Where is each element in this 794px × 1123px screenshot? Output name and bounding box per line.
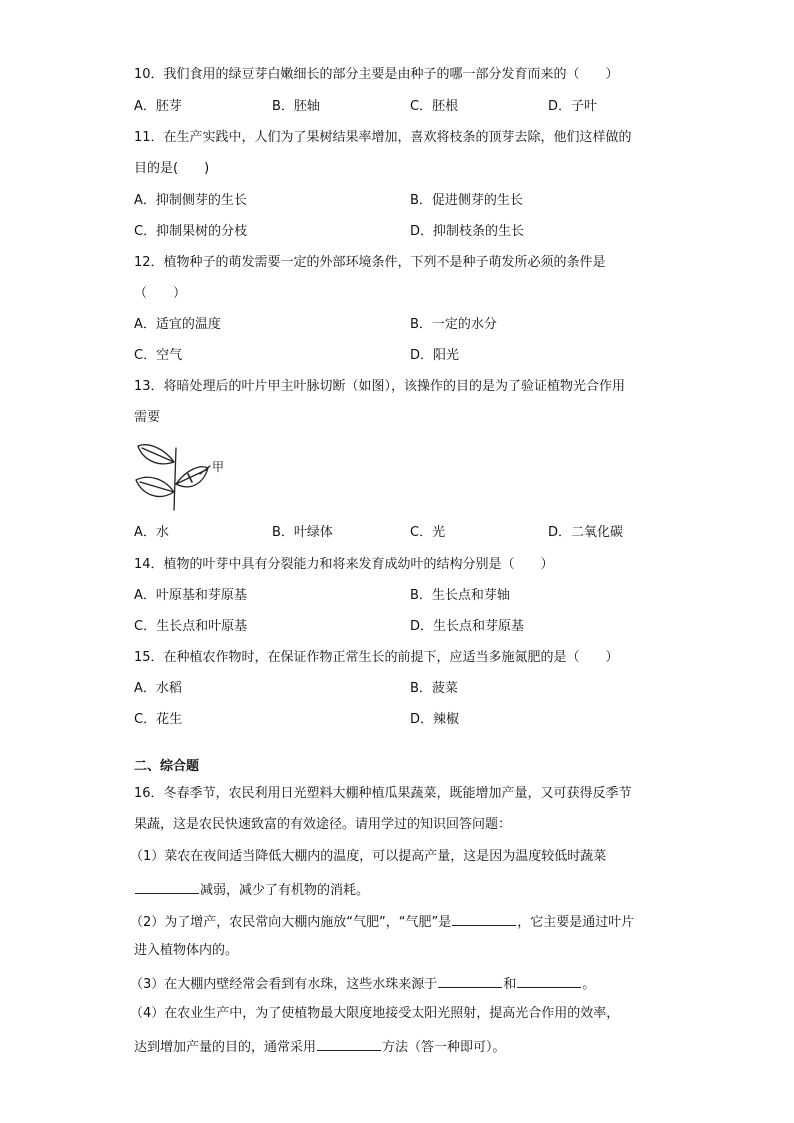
q16-part3-line [130,973,595,994]
q14-option-d: D．生长点和芽原基 [410,619,525,634]
q10-option-c: C．胚根 [410,99,459,114]
q16-stem-line1: 16．冬春季节，农民利用日光塑料大棚种植瓜果蔬菜，既能增加产量，又可获得反季节 [134,786,632,801]
q13-stem-line1: 13．将暗处理后的叶片甲主叶脉切断（如图），该操作的目的是为了验证植物光合作用 [134,379,626,394]
q12-stem-line2: （ ） [134,286,187,301]
q12-option-d: D．阳光 [410,348,460,363]
q16-part1-line1: （1）菜农在夜间适当降低大棚内的温度，可以提高产量，这是因为温度较低时蔬菜 [130,849,607,864]
q10-option-d: D．子叶 [548,99,598,114]
q10-stem: 10．我们食用的绿豆芽白嫩细长的部分主要是由种子的哪一部分发育而来的（ ） [134,67,619,82]
q12-option-c: C．空气 [134,348,183,363]
q16-part2-text-b: ，它主要是通过叶片 [517,915,635,930]
q15-option-b: B．菠菜 [410,681,458,696]
q11-option-b: B．促进侧芽的生长 [410,193,523,208]
q13-option-a: A．水 [134,525,169,540]
q13-option-d: D．二氧化碳 [548,525,624,540]
answer-blank[interactable] [452,911,516,926]
q13-stem-line2: 需要 [134,410,161,425]
q16-part2-line2: 进入植物体内的。 [134,943,239,958]
q16-part1-line2 [134,879,369,900]
q16-part4-text-b: 方法（答一种即可）。 [382,1040,506,1055]
q15-option-d: D．辣椒 [410,712,460,727]
q15-option-c: C．花生 [134,712,183,727]
q16-part2-line1 [130,911,634,932]
q11-option-d: D．抑制枝条的生长 [410,224,525,239]
q13-option-c: C．光 [410,525,446,540]
q12-option-b: B．一定的水分 [410,317,497,332]
q16-part4-text-a: 达到增加产量的目的，通常采用 [134,1040,317,1055]
answer-blank[interactable] [135,879,199,894]
q10-option-a: A．胚芽 [134,99,182,114]
q14-option-c: C．生长点和叶原基 [134,619,248,634]
q16-part3-text-c: 。 [582,977,596,992]
q16-part1-text: 减弱，减少了有机物的消耗。 [200,883,370,898]
q16-part4-line2 [134,1036,506,1057]
q16-part2-text-a: （2）为了增产，农民常向大棚内施放“气肥”，“气肥”是 [130,915,452,930]
q13-option-b: B．叶绿体 [272,525,333,540]
answer-blank[interactable] [317,1036,381,1051]
q16-stem-line2: 果蔬，这是农民快速致富的有效途径。请用学过的知识回答问题： [134,817,512,832]
q11-stem-line2: 目的是( ) [134,161,210,176]
q11-option-a: A．抑制侧芽的生长 [134,193,247,208]
q11-option-c: C．抑制果树的分枝 [134,224,248,239]
q14-stem: 14．植物的叶芽中具有分裂能力和将来发育成幼叶的结构分别是（ ） [134,557,554,572]
q14-option-a: A．叶原基和芽原基 [134,588,247,603]
leaf-figure [134,440,230,512]
answer-blank[interactable] [438,973,502,988]
answer-blank[interactable] [517,973,581,988]
q16-part3-text-a: （3）在大棚内壁经常会看到有水珠，这些水珠来源于 [130,977,438,992]
q10-option-b: B．胚轴 [272,99,320,114]
q12-stem-line1: 12．植物种子的萌发需要一定的外部环境条件，下列不是种子萌发所必须的条件是 [134,255,606,270]
figure-label-jia: 甲 [212,460,225,474]
q15-option-a: A．水稻 [134,681,182,696]
section-heading: 二、综合题 [134,759,200,774]
q11-stem-line1: 11．在生产实践中，人们为了果树结果率增加，喜欢将枝条的顶芽去除，他们这样做的 [134,130,632,145]
q12-option-a: A．适宜的温度 [134,317,221,332]
q16-part4-line1: （4）在农业生产中，为了使植物最大限度地接受太阳光照射，提高光合作用的效率， [130,1006,620,1021]
q15-stem: 15．在种植农作物时，在保证作物正常生长的前提下，应适当多施氮肥的是（ ） [134,650,619,665]
q16-part3-text-b: 和 [503,977,517,992]
q14-option-b: B．生长点和芽轴 [410,588,510,603]
